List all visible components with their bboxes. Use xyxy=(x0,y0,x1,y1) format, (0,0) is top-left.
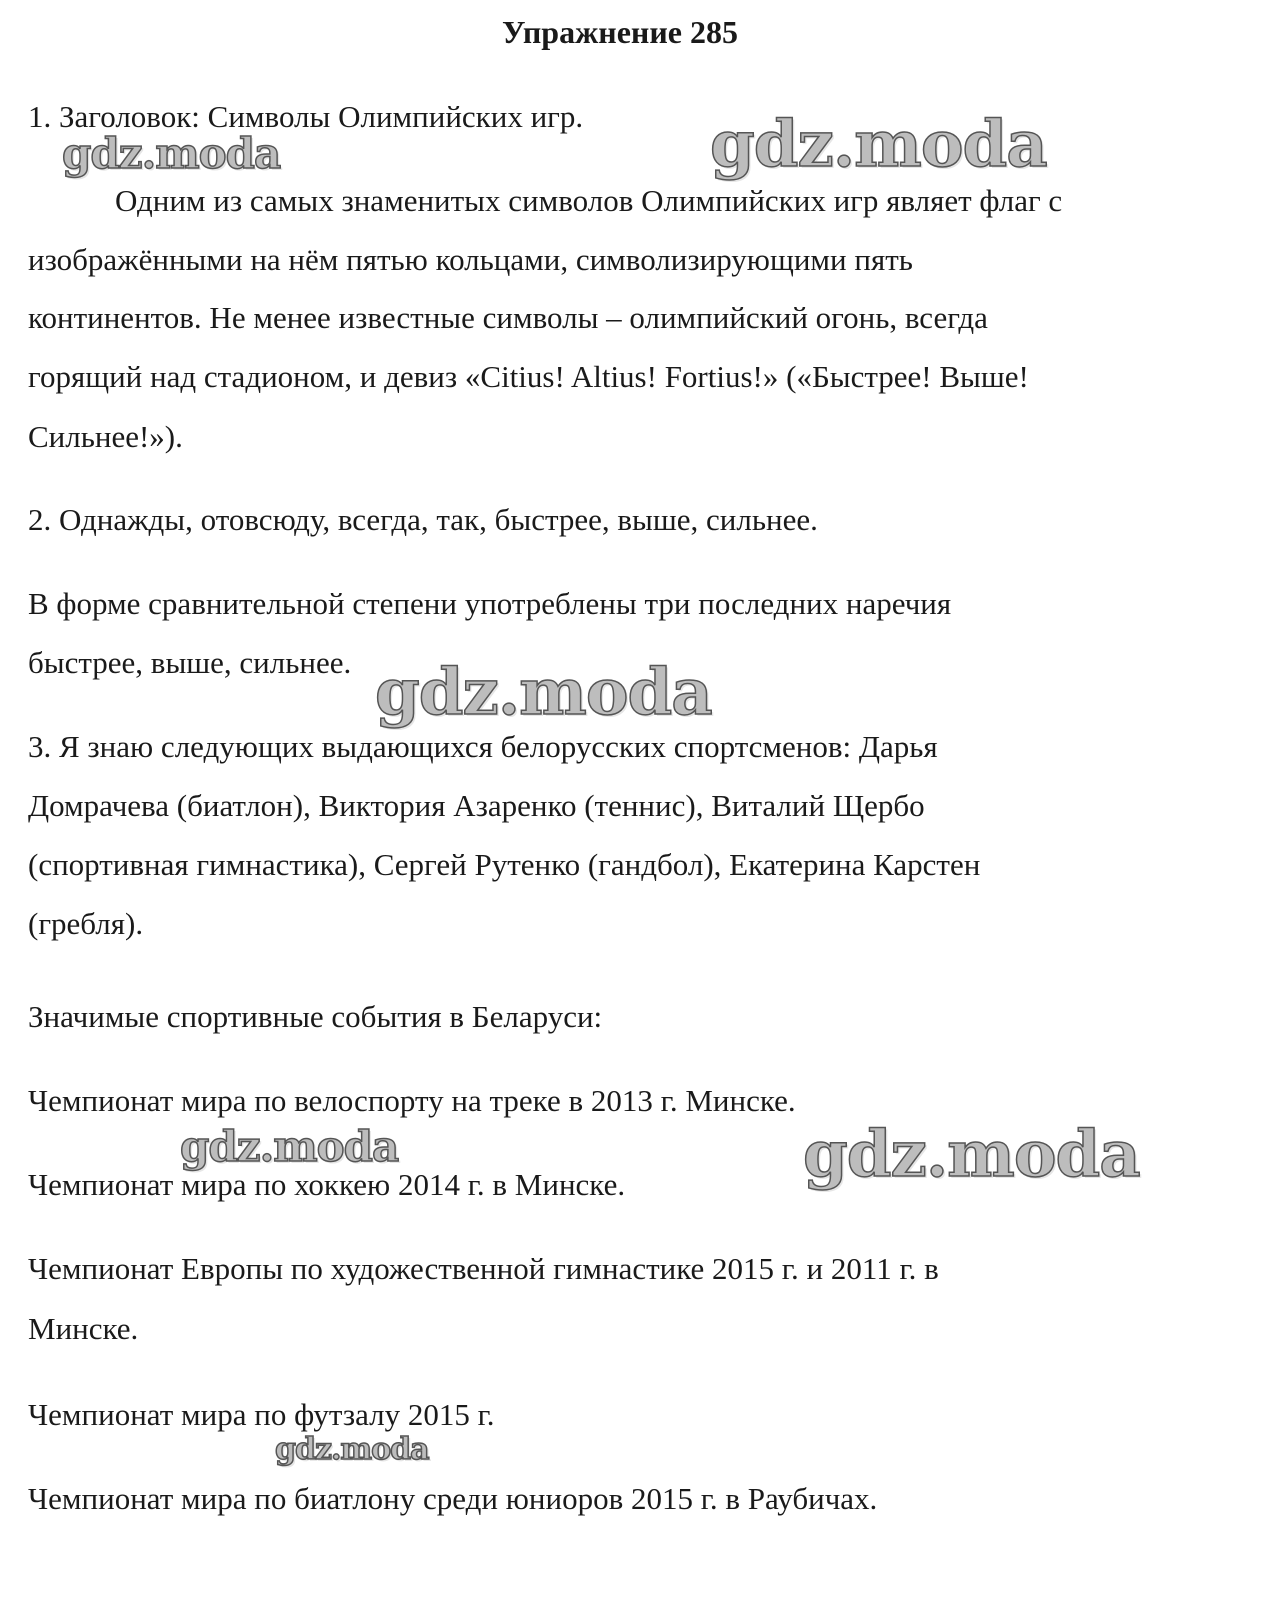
section1-line: Одним из самых знаменитых символов Олимпийских игр являет флаг с xyxy=(115,183,1063,218)
event-item: Чемпионат мира по футзалу 2015 г. xyxy=(28,1397,495,1432)
section2-comparative-line: В форме сравнительной степени употреблены три последних наречия xyxy=(28,586,952,621)
event-item: Чемпионат мира по хоккею 2014 г. в Минске. xyxy=(28,1167,626,1202)
section3-line: Домрачева (биатлон), Виктория Азаренко (теннис), Виталий Щербо xyxy=(28,788,925,823)
exercise-title: Упражнение 285 xyxy=(501,14,738,50)
section3-line: 3. Я знаю следующих выдающихся белорусских спортсменов: Дарья xyxy=(28,729,938,764)
watermark: gdz.moda xyxy=(375,655,712,730)
event-item: Чемпионат Европы по художественной гимнастике 2015 г. и 2011 г. в xyxy=(28,1251,939,1286)
events-heading: Значимые спортивные события в Беларуси: xyxy=(28,999,603,1034)
section2-adverbs: 2. Однажды, отовсюду, всегда, так, быстрее, выше, сильнее. xyxy=(28,502,818,537)
section1-line: континентов. Не менее известные символы – олимпийский огонь, всегда xyxy=(28,300,988,335)
event-item: Чемпионат мира по велоспорту на треке в 2013 г. Минске. xyxy=(28,1083,796,1118)
section1-line: изображёнными на нём пятью кольцами, символизирующими пять xyxy=(28,242,913,277)
event-item: Чемпионат мира по биатлону среди юниоров 2015 г. в Раубичах. xyxy=(28,1481,878,1516)
watermark: gdz.moda xyxy=(803,1117,1140,1192)
section1-heading: 1. Заголовок: Символы Олимпийских игр. xyxy=(28,99,584,134)
watermark: gdz.moda xyxy=(275,1432,429,1467)
section2-comparative-list: быстрее, выше, сильнее. xyxy=(28,645,352,680)
event-item-continuation: Минске. xyxy=(28,1311,139,1346)
watermark: gdz.moda xyxy=(62,129,281,178)
section1-line: горящий над стадионом, и девиз «Citius! Altius! Fortius!» («Быстрее! Выше! xyxy=(28,359,1029,394)
section3-line: (спортивная гимнастика), Сергей Рутенко (гандбол), Екатерина Карстен xyxy=(28,847,981,882)
watermark: gdz.moda xyxy=(180,1122,399,1171)
watermark: gdz.moda xyxy=(710,107,1047,182)
section3-line: (гребля). xyxy=(28,906,144,941)
section1-line: Сильнее!»). xyxy=(28,419,183,454)
